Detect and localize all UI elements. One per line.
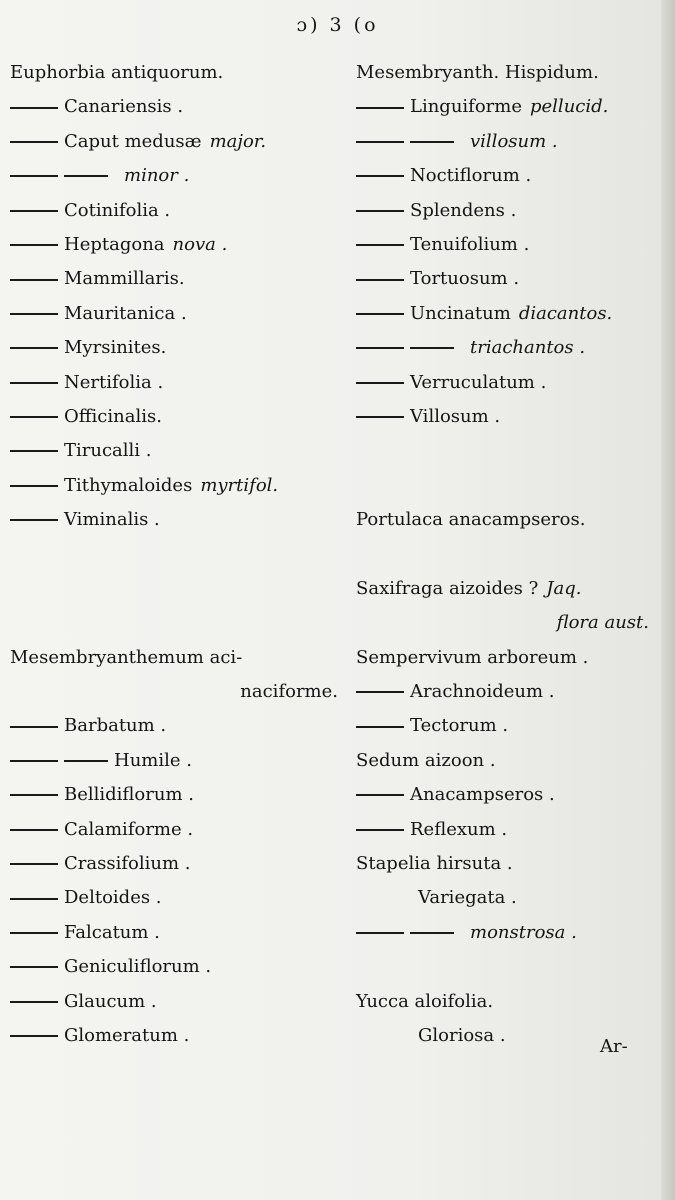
catalog-entry (356, 503, 661, 537)
catalog-entry (10, 125, 350, 159)
catalog-entry (10, 572, 350, 606)
entry-text: Gloriosa . (418, 1024, 506, 1046)
catalog-entry (356, 469, 661, 503)
entry-text: Caput medusæ (64, 130, 202, 152)
catalog-entry (10, 90, 350, 124)
catalog-entry (10, 709, 350, 743)
ditto-dash (10, 1001, 58, 1003)
catalog-entry (10, 744, 350, 778)
ditto-dash (10, 966, 58, 968)
entry-text: Barbatum . (64, 715, 167, 737)
entry-text: Mesembryanthemum aci- (10, 646, 243, 668)
catalog-entry (10, 606, 350, 640)
catalog-entry (10, 366, 350, 400)
entry-text: Mammillaris. (64, 268, 185, 290)
entry-text: Anacampseros . (410, 784, 555, 806)
catalog-entry (356, 881, 661, 915)
catalog-entry (10, 881, 350, 915)
catalog-entry (356, 916, 661, 950)
entry-text: Noctiflorum . (410, 165, 532, 187)
entry-text: Tortuosum . (410, 268, 520, 290)
ditto-dash (10, 829, 58, 831)
entry-italic: major. (209, 130, 267, 152)
entry-italic: diacantos. (518, 302, 613, 324)
entry-text: Geniculiflorum . (64, 956, 212, 978)
catalog-entry (356, 159, 661, 193)
ditto-dash (410, 347, 454, 349)
catalog-entry (10, 400, 350, 434)
ditto-dash (410, 141, 454, 143)
entry-italic: minor . (124, 165, 190, 187)
entry-text: Falcatum . (64, 921, 160, 943)
catalog-entry (10, 297, 350, 331)
ditto-dash (10, 141, 58, 143)
ditto-dash (410, 932, 454, 934)
entry-text: Crassifolium . (64, 852, 191, 874)
entry-text: Linguiforme (410, 96, 522, 118)
ditto-dash (356, 175, 404, 177)
entry-text: Glomeratum . (64, 1024, 190, 1046)
catalog-entry (10, 950, 350, 984)
ditto-dash (356, 244, 404, 246)
entry-text: Sempervivum arboreum . (356, 646, 589, 668)
ditto-dash (10, 107, 58, 109)
ditto-dash (10, 244, 58, 246)
catalog-entry (10, 194, 350, 228)
entry-italic: monstrosa . (470, 921, 577, 943)
catalog-entry (356, 228, 661, 262)
ditto-dash (356, 416, 404, 418)
catalog-entry (10, 641, 350, 675)
ditto-dash (10, 519, 58, 521)
entry-italic: Jaq. (546, 577, 582, 599)
ditto-dash (10, 726, 58, 728)
page-number-header: ɔ) 3 (ο (296, 14, 379, 36)
entry-text: Cotinifolia . (64, 199, 171, 221)
catalog-entry (356, 537, 661, 571)
entry-text: naciforme. (240, 681, 338, 703)
entry-text: Tenuifolium . (410, 233, 530, 255)
entry-text: Glaucum . (64, 990, 157, 1012)
ditto-dash (356, 382, 404, 384)
ditto-dash (10, 898, 58, 900)
ditto-dash (10, 175, 58, 177)
catalog-entry (10, 262, 350, 296)
entry-text: Euphorbia antiquorum. (10, 62, 224, 83)
catalog-entry (356, 90, 661, 124)
entry-text: Stapelia hirsuta . (356, 852, 513, 874)
entry-text: Variegata . (418, 887, 517, 909)
ditto-dash (356, 794, 404, 796)
ditto-dash (356, 313, 404, 315)
catalog-entry (356, 813, 661, 847)
catalog-entry (356, 606, 661, 640)
ditto-dash (356, 726, 404, 728)
catalog-entry (356, 194, 661, 228)
catalog-entry (356, 366, 661, 400)
catalog-entry (10, 503, 350, 537)
entry-text: Reflexum . (410, 818, 508, 840)
catalog-entry (10, 331, 350, 365)
catalog-entry (356, 847, 661, 881)
ditto-dash (356, 347, 404, 349)
entry-text: Verruculatum . (410, 371, 547, 393)
catalog-entry (356, 297, 661, 331)
ditto-dash (10, 382, 58, 384)
ditto-dash (10, 932, 58, 934)
catalog-entry (356, 950, 661, 984)
catalog-entry (10, 228, 350, 262)
catalog-entry (356, 125, 661, 159)
catalog-entry (356, 709, 661, 743)
ditto-dash (356, 691, 404, 693)
catalog-entry (10, 813, 350, 847)
entry-text: Portulaca anacampseros. (356, 509, 586, 531)
entry-text: Tithymaloides (64, 474, 193, 496)
catalog-entry (10, 434, 350, 468)
entry-italic: flora aust. (556, 612, 649, 634)
catalog-entry (10, 56, 350, 90)
entry-text: Villosum . (410, 405, 501, 427)
entry-italic: villosum . (470, 130, 558, 152)
entry-text: Yucca aloifolia. (356, 990, 494, 1012)
catalog-entry (10, 469, 350, 503)
ditto-dash (356, 210, 404, 212)
catalog-entry (356, 400, 661, 434)
entry-text: Officinalis. (64, 405, 162, 427)
catalog-entry (10, 916, 350, 950)
catchword: Ar- (600, 1036, 628, 1057)
ditto-dash (356, 829, 404, 831)
catalog-entry (356, 262, 661, 296)
ditto-dash (10, 450, 58, 452)
catalog-entry (10, 1019, 350, 1053)
ditto-dash (356, 932, 404, 934)
entry-text: Mesembryanth. Hispidum. (356, 62, 599, 83)
ditto-dash (10, 416, 58, 418)
entry-italic: nova . (172, 233, 228, 255)
catalog-entry (356, 331, 661, 365)
catalog-entry (10, 537, 350, 571)
catalog-entry (10, 778, 350, 812)
entry-italic: pellucid. (530, 96, 609, 118)
ditto-dash (356, 279, 404, 281)
catalog-entry (10, 985, 350, 1019)
catalog-entry (356, 572, 661, 606)
ditto-dash (10, 279, 58, 281)
entry-text: Mauritanica . (64, 302, 187, 324)
catalog-entry (10, 159, 350, 193)
ditto-dash (356, 107, 404, 109)
entry-text: Arachnoideum . (410, 681, 555, 703)
catalog-entry (356, 675, 661, 709)
ditto-dash (10, 1035, 58, 1037)
ditto-dash (10, 347, 58, 349)
entry-text: Sedum aizoon . (356, 749, 496, 771)
entry-text: Bellidiflorum . (64, 784, 194, 806)
catalog-entry (10, 675, 350, 709)
catalog-entry (356, 778, 661, 812)
entry-text: Calamiforme . (64, 818, 194, 840)
entry-italic: myrtifol. (200, 474, 279, 496)
entry-italic: triachantos . (470, 337, 586, 359)
entry-text: Tirucalli . (64, 440, 152, 462)
entry-text: Uncinatum (410, 302, 511, 324)
entry-text: Heptagona (64, 233, 165, 255)
ditto-dash (10, 760, 58, 762)
ditto-dash (64, 760, 108, 762)
catalog-entry (356, 985, 661, 1019)
entry-text: Splendens . (410, 199, 517, 221)
entry-text: Saxifraga aizoides ? (356, 577, 539, 599)
ditto-dash (64, 175, 108, 177)
entry-text: Myrsinites. (64, 337, 167, 359)
ditto-dash (356, 141, 404, 143)
catalog-entry (356, 744, 661, 778)
ditto-dash (10, 794, 58, 796)
catalog-entry (356, 434, 661, 468)
entry-text: Deltoides . (64, 887, 162, 909)
page-gutter-shadow (661, 0, 675, 1200)
entry-text: Humile . (114, 749, 192, 771)
catalog-entry (356, 56, 661, 90)
entry-text: Viminalis . (64, 509, 160, 531)
catalog-entry (10, 847, 350, 881)
entry-text: Tectorum . (410, 715, 509, 737)
entry-text: Canariensis . (64, 96, 184, 118)
left-column (10, 56, 350, 1053)
ditto-dash (10, 485, 58, 487)
right-column (356, 56, 661, 1053)
entry-text: Nertifolia . (64, 371, 164, 393)
ditto-dash (10, 210, 58, 212)
ditto-dash (10, 313, 58, 315)
catalog-entry (356, 641, 661, 675)
ditto-dash (10, 863, 58, 865)
